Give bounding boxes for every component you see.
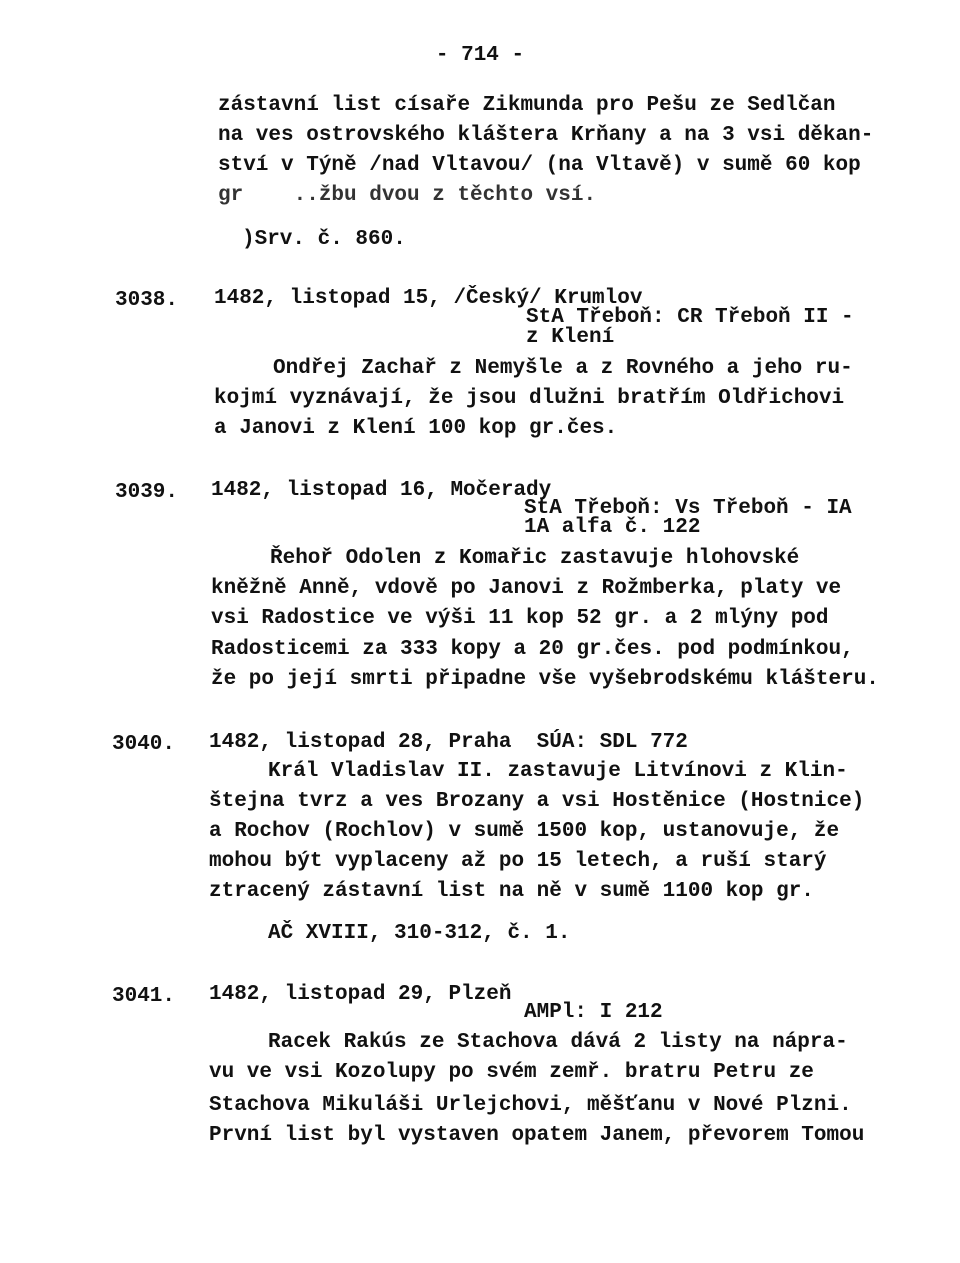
entry-body-line: Řehoř Odolen z Komařic zastavuje hlohovské bbox=[270, 547, 800, 570]
entry-date-place-source: 1482, listopad 28, Praha SÚA: SDL 772 bbox=[209, 731, 688, 754]
entry-body-line: kojmí vyznávají, že jsou dlužni bratřím Oldřichovi bbox=[214, 387, 845, 410]
entry-number: 3040. bbox=[112, 733, 176, 756]
intro-line: ství v Týně /nad Vltavou/ (na Vltavě) v sumě 60 kop bbox=[218, 154, 861, 177]
entry-date-place: 1482, listopad 16, Močerady bbox=[211, 479, 552, 502]
intro-reference: )Srv. č. 860. bbox=[242, 228, 406, 251]
entry-date-place: 1482, listopad 29, Plzeň bbox=[209, 983, 512, 1006]
entry-body-line: a Janovi z Klení 100 kop gr.čes. bbox=[214, 417, 618, 440]
entry-number: 3039. bbox=[115, 481, 179, 504]
entry-body-line: kněžně Anně, vdově po Janovi z Rožmberka, platy ve bbox=[211, 577, 842, 600]
entry-body-line: vsi Radostice ve výši 11 kop 52 gr. a 2 mlýny pod bbox=[211, 607, 829, 630]
entry-body-line: štejna tvrz a ves Brozany a vsi Hostěnice (Hostnice) bbox=[209, 790, 865, 813]
entry-body-line: Král Vladislav II. zastavuje Litvínovi z Klin- bbox=[268, 760, 848, 783]
entry-body-line: Radosticemi za 333 kopy a 20 gr.čes. pod podmínkou, bbox=[211, 638, 854, 661]
page-number: - 714 - bbox=[435, 44, 525, 67]
entry-body-line: vu ve vsi Kozolupy po svém zemř. bratru Petru ze bbox=[209, 1061, 814, 1084]
entry-reference: AČ XVIII, 310-312, č. 1. bbox=[268, 922, 571, 945]
intro-line: na ves ostrovského kláštera Krňany a na 3 vsi děkan- bbox=[218, 124, 874, 147]
entry-body-line: že po její smrti připadne vše vyšebrodskému klášteru. bbox=[211, 668, 879, 691]
intro-line: gr ..žbu dvou z těchto vsí. bbox=[218, 184, 597, 207]
entry-archive-source: StA Třeboň: Vs Třeboň - IA bbox=[524, 497, 852, 520]
entry-body-line: ztracený zástavní list na ně v sumě 1100 kop gr. bbox=[209, 880, 814, 903]
entry-body-line: Stachova Mikuláši Urlejchovi, měšťanu v Nové Plzni. bbox=[209, 1094, 852, 1117]
entry-date-place: 1482, listopad 15, /Český/ Krumlov bbox=[214, 287, 643, 310]
entry-body-line: mohou být vyplaceny až po 15 letech, a ruší starý bbox=[209, 850, 827, 873]
entry-number: 3038. bbox=[115, 289, 179, 312]
entry-body-line: Racek Rakús ze Stachova dává 2 listy na nápra- bbox=[268, 1031, 848, 1054]
entry-archive-source: StA Třeboň: CR Třeboň II - bbox=[526, 306, 854, 329]
entry-number: 3041. bbox=[112, 985, 176, 1008]
intro-line: zástavní list císaře Zikmunda pro Pešu ze Sedlčan bbox=[218, 94, 836, 117]
entry-body-line: a Rochov (Rochlov) v sumě 1500 kop, ustanovuje, že bbox=[209, 820, 840, 843]
entry-body-line: První list byl vystaven opatem Janem, převorem Tomou bbox=[209, 1124, 865, 1147]
entry-body-line: Ondřej Zachař z Nemyšle a z Rovného a jeho ru- bbox=[273, 357, 853, 380]
entry-archive-source: AMPl: I 212 bbox=[524, 1001, 663, 1024]
entry-archive-source: 1A alfa č. 122 bbox=[524, 516, 701, 539]
entry-archive-source: z Klení bbox=[526, 326, 615, 349]
